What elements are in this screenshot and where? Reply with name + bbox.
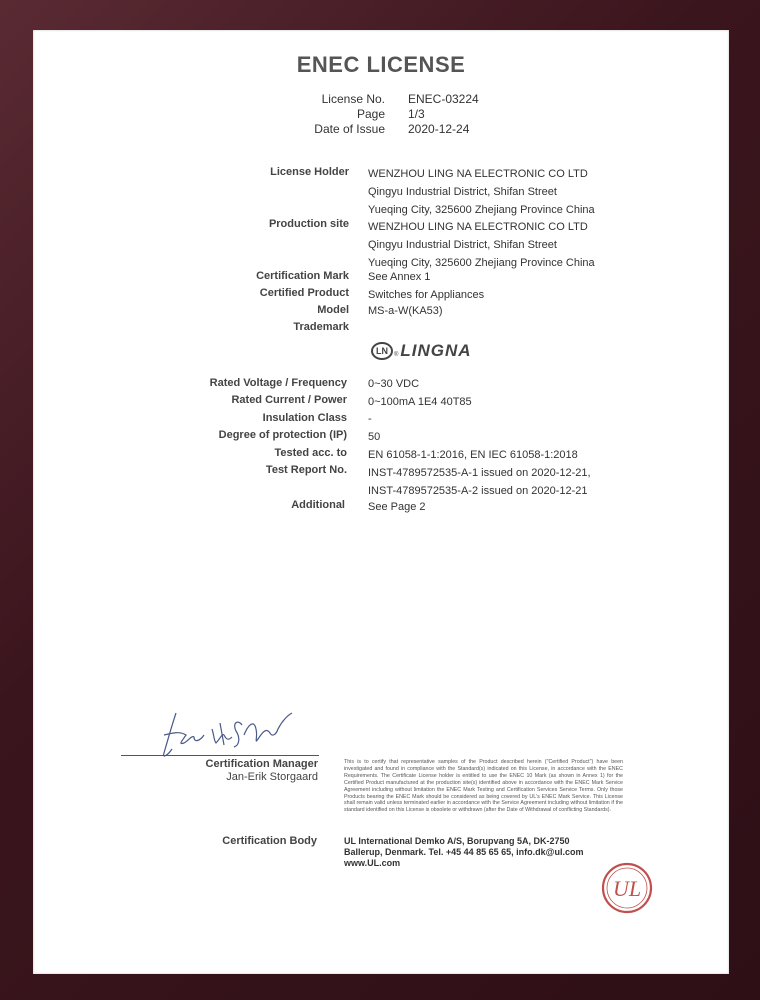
certification-body-address xyxy=(344,836,583,869)
certification-manager-name: Jan-Erik Storgaard xyxy=(226,771,318,783)
degree-protection-value: 50 xyxy=(368,431,381,443)
ul-logo-text: UL xyxy=(612,876,642,901)
certification-mark-label: Certification Mark xyxy=(256,270,349,282)
certification-body-line-1: UL International Demko A/S, Borupvang 5A, DK-2750 xyxy=(344,836,570,846)
rated-voltage-label: Rated Voltage / Frequency xyxy=(209,377,347,389)
model-label: Model xyxy=(317,304,349,316)
lingna-trademark-logo xyxy=(371,339,472,363)
lingna-logo-text: LINGNA xyxy=(400,341,472,360)
license-holder-line-1: WENZHOU LING NA ELECTRONIC CO LTD xyxy=(368,168,588,180)
tested-acc-value: EN 61058-1-1:2016, EN IEC 61058-1:2018 xyxy=(368,449,578,461)
page-label: Page xyxy=(356,107,385,121)
production-site-label: Production site xyxy=(268,218,349,230)
production-site-line-2: Qingyu Industrial District, Shifan Street xyxy=(368,239,557,251)
additional-label: Additional xyxy=(291,499,345,511)
production-site-line-1: WENZHOU LING NA ELECTRONIC CO LTD xyxy=(368,221,588,233)
model-value: MS-a-W(KA53) xyxy=(368,305,443,317)
certification-fine-print: This is to certify that representative samples of the Product described herein ("Certified Product") have been investigated and found in compliance with the Standard(s) indicated on this License, in accordance with the ENEC Requirements. The Certificate License holder is entitled to use the ENEC 10 Mark (as shown in Annex 1) for the Certified Product manufactured at the production site(s) identified above in accordance with the ENEC Mark Service Agreement including without limitation the ENEC Mark Testing and Certification Services Service Terms. Only those Products bearing the ENEC Mark should be considered as being covered by UL's ENEC Mark Service. This License shall remain valid unless terminated earlier in accordance with the Service Agreement including without limitation if the standard identified on this License is obsolete or withdrawn (after the Date of Withdrawal of conflicting Standards). xyxy=(344,759,623,814)
certification-body-label: Certification Body xyxy=(222,835,317,847)
certified-product-label: Certified Product xyxy=(259,287,349,299)
insulation-class-value: - xyxy=(368,413,372,425)
registered-mark: ® xyxy=(394,352,399,358)
certification-body-line-2: Ballerup, Denmark. Tel. +45 44 85 65 65, info.dk@ul.com xyxy=(344,847,584,857)
rated-current-label: Rated Current / Power xyxy=(231,394,347,406)
license-holder-label: License Holder xyxy=(270,166,349,178)
signature-line xyxy=(121,755,319,756)
production-site-line-3: Yueqing City, 325600 Zhejiang Province China xyxy=(368,257,595,269)
rated-voltage-value: 0~30 VDC xyxy=(368,378,420,390)
license-no-label: License No. xyxy=(321,92,385,106)
degree-protection-label: Degree of protection (IP) xyxy=(218,429,347,441)
ul-logo-icon xyxy=(600,861,654,915)
date-of-issue-value: 2020-12-24 xyxy=(408,122,470,136)
trademark-label: Trademark xyxy=(293,321,349,333)
insulation-class-label: Insulation Class xyxy=(262,412,347,424)
license-holder-line-2: Qingyu Industrial District, Shifan Street xyxy=(368,186,557,198)
test-report-line-1: INST-4789572535-A-1 issued on 2020-12-21, xyxy=(368,467,591,479)
rated-current-value: 0~100mA 1E4 40T85 xyxy=(368,396,472,408)
tested-acc-label: Tested acc. to xyxy=(274,447,347,459)
certification-manager-title: Certification Manager xyxy=(205,758,318,770)
additional-value: See Page 2 xyxy=(368,501,426,513)
certified-product-value: Switches for Appliances xyxy=(368,289,485,301)
license-document xyxy=(33,30,729,974)
lingna-mark-icon: LN xyxy=(371,342,393,360)
license-holder-line-3: Yueqing City, 325600 Zhejiang Province China xyxy=(368,204,595,216)
date-of-issue-label: Date of Issue xyxy=(314,122,385,136)
test-report-label: Test Report No. xyxy=(265,464,347,476)
page-value: 1/3 xyxy=(408,107,425,121)
certification-mark-value: See Annex 1 xyxy=(368,271,431,283)
license-no-value: ENEC-03224 xyxy=(408,92,479,106)
license-meta xyxy=(33,30,729,150)
certification-body-line-3: www.UL.com xyxy=(344,858,401,868)
document-title: ENEC LICENSE xyxy=(296,52,466,77)
test-report-line-2: INST-4789572535-A-2 issued on 2020-12-21 xyxy=(368,485,588,497)
